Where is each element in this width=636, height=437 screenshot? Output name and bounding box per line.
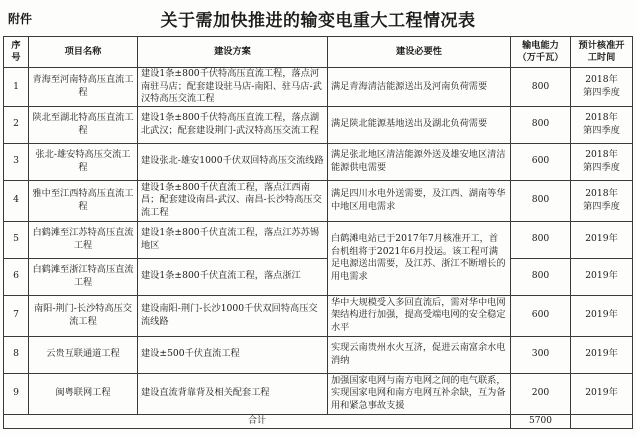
row-necessity: 实现云南贵州水火互济，促进云南富余水电消纳 [328, 336, 511, 373]
row-plan: 建设1条±800千伏直流工程，落点江苏苏锡地区 [138, 221, 328, 258]
row-no: 1 [4, 68, 29, 107]
row-schedule-text: 2018年第四季度 [583, 74, 620, 98]
row-no: 9 [4, 373, 29, 414]
row-plan: 建设张北-雄安1000千伏双回特高压交流线路 [138, 143, 328, 180]
table-row [4, 336, 633, 373]
row-schedule [571, 336, 633, 373]
row-schedule-text: 2018年第四季度 [583, 112, 620, 136]
header-name: 项目名称 [29, 37, 138, 68]
total-schedule-empty [571, 414, 633, 428]
row-schedule-text: 2018年第四季度 [583, 149, 620, 173]
row-capacity: 800 [511, 106, 571, 143]
table-row [4, 106, 633, 143]
projects-table [3, 36, 633, 429]
row-name: 云贵互联通道工程 [29, 336, 138, 373]
row-schedule [571, 143, 633, 180]
total-row [4, 414, 633, 428]
attachment-label: 附件 [8, 12, 33, 26]
row-necessity: 华中大规模受入多回直流后，需对华中电网架结构进行加强，提高受端电网的安全稳定水平 [328, 295, 511, 336]
table-row [4, 295, 633, 336]
row-name: 雅中至江西特高压直流工程 [29, 180, 138, 221]
row-capacity: 200 [511, 373, 571, 414]
header-capacity: 输电能力（万千瓦） [511, 37, 571, 68]
table-row [4, 258, 633, 295]
table-row [4, 143, 633, 180]
row-schedule-text: 2019年 [585, 387, 618, 399]
row-schedule [571, 221, 633, 258]
row-no: 5 [4, 221, 29, 258]
row-capacity: 800 [511, 221, 571, 258]
row-necessity: 白鹤滩电站已于2017年7月核准开工，首台机组将于2021年6月投运。该工程可满足电源送出需要，及江苏、浙江不断增长的用电需求 [328, 221, 511, 295]
row-necessity: 满足四川水电外送需要，及江西、湖南等华中地区用电需求 [328, 180, 511, 221]
header-no: 序号 [4, 37, 29, 68]
row-schedule [571, 68, 633, 107]
table-row [4, 180, 633, 221]
row-plan: 建设±500千伏直流工程 [138, 336, 328, 373]
row-schedule [571, 295, 633, 336]
row-schedule [571, 373, 633, 414]
row-name: 白鹤滩至江苏特高压直流工程 [29, 221, 138, 258]
row-plan: 建设1条±800千伏特高压直流工程，落点河南驻马店；配套建设驻马店-南阳、驻马店-武汉特高压交流工程 [138, 68, 328, 107]
document-title: 关于需加快推进的输变电重大工程情况表 [160, 11, 476, 31]
row-plan: 建设1条±800千伏直流工程，落点浙江 [138, 258, 328, 295]
row-name: 张北-雄安特高压交流工程 [29, 143, 138, 180]
row-capacity: 600 [511, 295, 571, 336]
row-schedule-text: 2019年 [585, 233, 618, 245]
table-row [4, 68, 633, 107]
row-schedule [571, 180, 633, 221]
row-plan: 建设1条±800千伏直流工程，落点江西南昌；配套建设南昌-武汉、南昌-长沙特高压交流工程 [138, 180, 328, 221]
row-no: 4 [4, 180, 29, 221]
row-schedule [571, 258, 633, 295]
header-plan: 建设方案 [138, 37, 328, 68]
row-schedule [571, 106, 633, 143]
row-no: 8 [4, 336, 29, 373]
header-necessity: 建设必要性 [328, 37, 511, 68]
row-name: 青海至河南特高压直流工程 [29, 68, 138, 107]
row-capacity: 800 [511, 180, 571, 221]
row-name: 闽粤联网工程 [29, 373, 138, 414]
row-schedule-text: 2019年 [585, 270, 618, 282]
row-necessity: 满足陕北能源基地送出及湖北负荷需要 [328, 106, 511, 143]
row-capacity: 800 [511, 68, 571, 107]
row-no: 2 [4, 106, 29, 143]
row-plan: 建设直流背靠背及相关配套工程 [138, 373, 328, 414]
row-capacity: 800 [511, 258, 571, 295]
row-capacity: 300 [511, 336, 571, 373]
total-label: 合计 [4, 414, 511, 428]
table-row [4, 373, 633, 414]
row-schedule-text: 2019年 [585, 348, 618, 360]
row-capacity: 600 [511, 143, 571, 180]
row-name: 南阳-荆门-长沙特高压交流工程 [29, 295, 138, 336]
row-no: 6 [4, 258, 29, 295]
row-necessity: 加强国家电网与南方电网之间的电气联系，实现国家电网和南方电网互补余缺，互为备用和紧急事故支援 [328, 373, 511, 414]
header-schedule: 预计核准开工时间 [571, 37, 633, 68]
row-no: 3 [4, 143, 29, 180]
row-necessity: 满足张北地区清洁能源外送及雄安地区清洁能源供电需要 [328, 143, 511, 180]
row-name: 白鹤滩至浙江特高压直流工程 [29, 258, 138, 295]
total-capacity: 5700 [511, 414, 571, 428]
row-schedule-text: 2018年第四季度 [583, 188, 620, 212]
row-plan: 建设南阳-荆门-长沙1000千伏双回特高压交流线路 [138, 295, 328, 336]
row-schedule-text: 2019年 [585, 309, 618, 321]
row-plan: 建设1条±800千伏特高压直流工程，落点湖北武汉；配套建设荆门-武汉特高压交流工程 [138, 106, 328, 143]
table-row [4, 221, 633, 258]
row-no: 7 [4, 295, 29, 336]
table-header-row [4, 37, 633, 68]
row-necessity: 满足青海清洁能源送出及河南负荷需要 [328, 68, 511, 107]
row-name: 陕北至湖北特高压直流工程 [29, 106, 138, 143]
